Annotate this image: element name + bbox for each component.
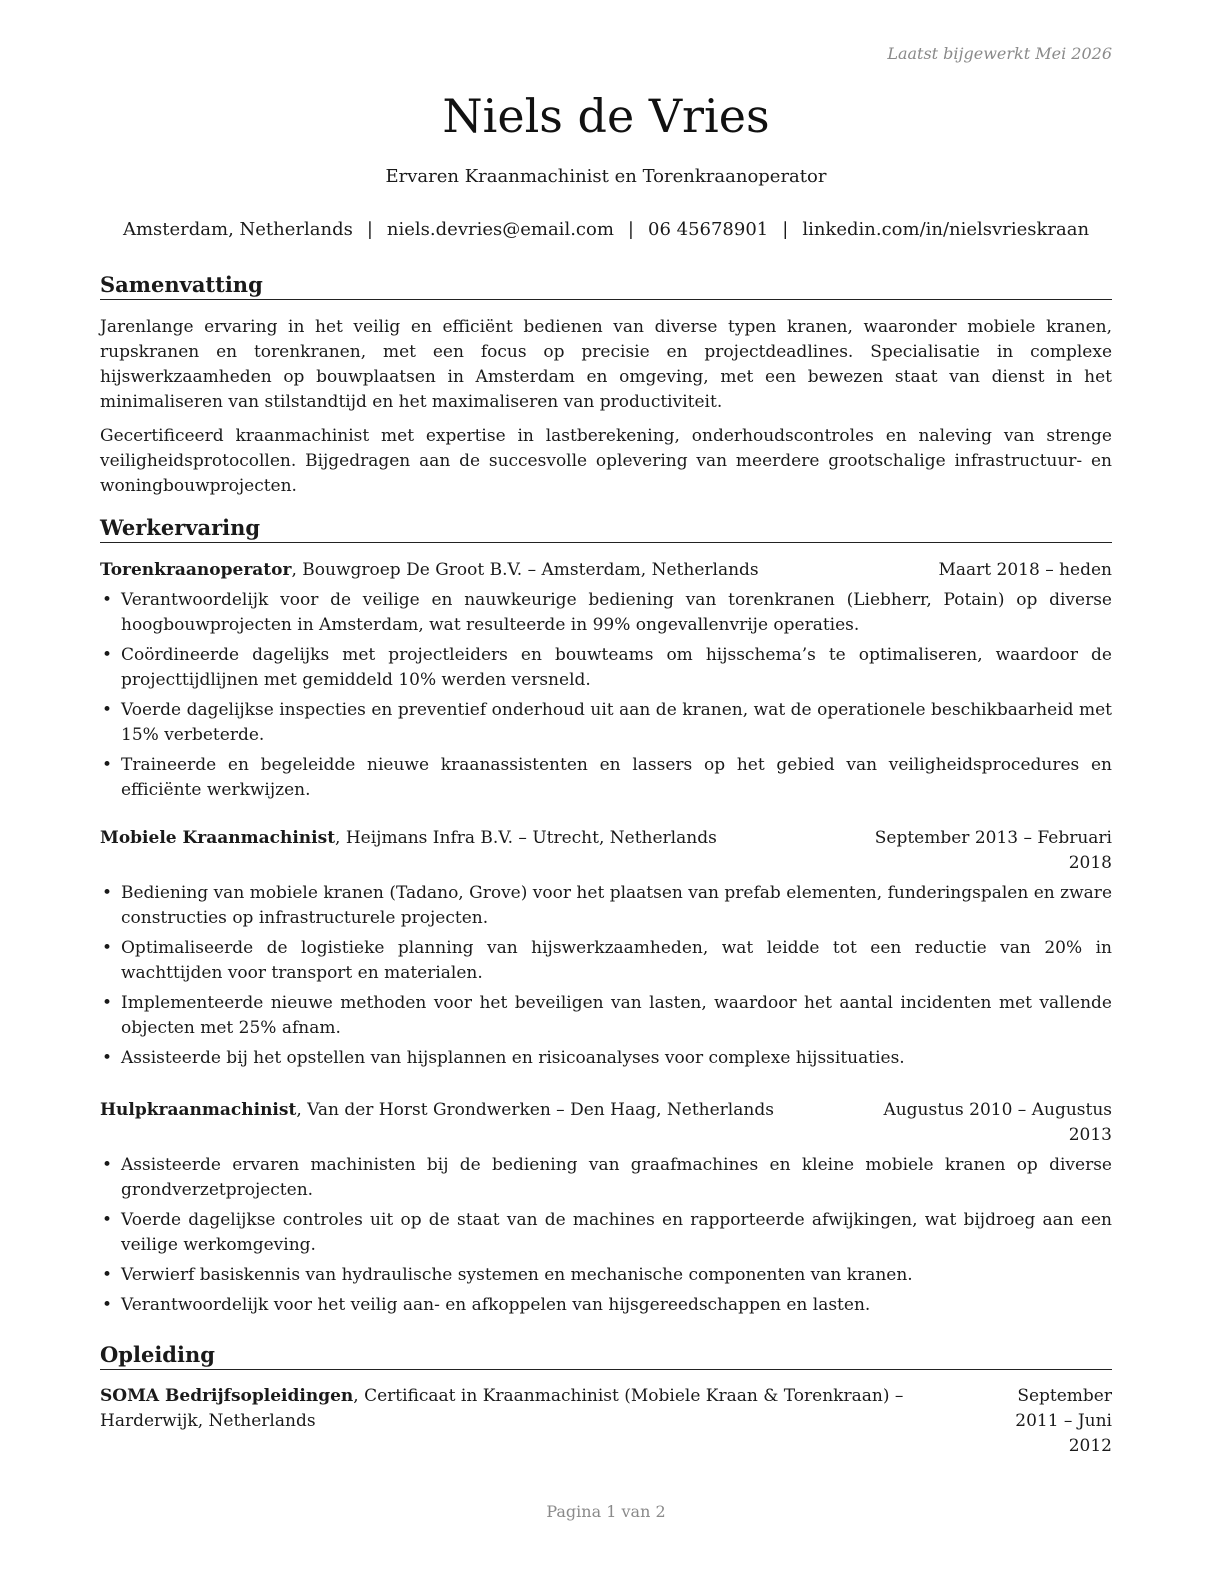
job-bullets	[100, 881, 1112, 1076]
last-updated: Laatst bijgewerkt Mei 2026	[887, 44, 1112, 63]
bullet-icon: •	[102, 755, 113, 775]
contact-location: Amsterdam, Netherlands	[122, 219, 353, 240]
contact-separator: |	[366, 219, 373, 240]
bullet-icon: •	[102, 645, 113, 665]
education-dates: September 2011 – Juni 2012	[1015, 1386, 1112, 1456]
bullet-text: Verwierf basiskennis van hydraulische systemen en mechanische componenten van kranen.	[121, 1265, 913, 1285]
bullet-icon: •	[102, 1048, 113, 1068]
contact-email[interactable]: niels.devries@email.com	[386, 219, 614, 240]
candidate-subtitle: Ervaren Kraanmachinist en Torenkraanoperator	[385, 166, 827, 187]
education-detail: , Certificaat in Kraanmachinist (Mobiele Kraan & Torenkraan) – Harderwijk, Netherlands	[100, 1386, 904, 1431]
list-item	[100, 1153, 1112, 1203]
bullet-icon: •	[102, 993, 113, 1013]
list-item	[100, 881, 1112, 931]
job-dates: Augustus 2010 – Augustus 2013	[883, 1100, 1112, 1145]
bullet-text: Implementeerde nieuwe methoden voor het beveiligen van lasten, waardoor het aantal incidenten met vallende objecten met 25% afnam.	[121, 993, 1112, 1038]
job-role: Torenkraanoperator	[100, 560, 292, 580]
list-item	[100, 1046, 1112, 1071]
list-item	[100, 588, 1112, 638]
bullet-text: Voerde dagelijkse inspecties en preventief onderhoud uit aan de kranen, wat de operationele beschikbaarheid met 15% verbeterde.	[121, 700, 1112, 745]
bullet-text: Verantwoordelijk voor het veilig aan- en afkoppelen van hijsgereedschappen en lasten.	[121, 1295, 871, 1315]
bullet-icon: •	[102, 1210, 113, 1230]
bullet-icon: •	[102, 883, 113, 903]
bullet-text: Optimaliseerde de logistieke planning van hijswerkzaamheden, wat leidde tot een reductie van 20% in wachttijden voor transport en materialen.	[121, 938, 1112, 983]
bullet-text: Assisteerde bij het opstellen van hijsplannen en risicoanalyses voor complexe hijssituaties.	[121, 1048, 905, 1068]
page-number: Pagina 1 van 2	[546, 1502, 666, 1521]
summary-paragraph: Gecertificeerd kraanmachinist met expertise in lastberekening, onderhoudscontroles en naleving van strenge veiligheidsprotocollen. Bijgedragen aan de succesvolle oplevering van meerdere grootschalige infrastructuur- en woningbouwprojecten.	[100, 426, 1112, 496]
bullet-text: Verantwoordelijk voor de veilige en nauwkeurige bediening van torenkranen (Liebherr, Potain) op diverse hoogbouwprojecten in Amsterdam, wat resulteerde in 99% ongevallenvrije operaties.	[121, 590, 1112, 635]
job-role: Hulpkraanmachinist	[100, 1100, 297, 1120]
bullet-icon: •	[102, 1155, 113, 1175]
summary-paragraph: Jarenlange ervaring in het veilig en efficiënt bedienen van diverse typen kranen, waaronder mobiele kranen, rupskranen en torenkranen, met een focus op precisie en projectdeadlines. Specialisatie in complexe hijswerkzaamheden op bouwplaatsen in Amsterdam en omgeving, met een bewezen staat van dienst in het minimaliseren van stilstandtijd en het maximaliseren van productiviteit.	[100, 317, 1112, 412]
contact-separator: |	[627, 219, 634, 240]
job-title-line	[100, 558, 860, 583]
bullet-text: Coördineerde dagelijks met projectleiders en bouwteams om hijsschema’s te optimaliseren, waardoor de projecttijdlijnen met gemiddeld 10% werden versneld.	[121, 645, 1112, 690]
bullet-icon: •	[102, 700, 113, 720]
education-text	[100, 1384, 980, 1434]
contact-phone: 06 45678901	[648, 219, 769, 240]
education-institution: SOMA Bedrijfsopleidingen	[100, 1386, 354, 1406]
job-title-line	[100, 826, 860, 851]
job-dates: Maart 2018 – heden	[938, 560, 1112, 580]
list-item	[100, 698, 1112, 748]
bullet-icon: •	[102, 1295, 113, 1315]
candidate-name: Niels de Vries	[442, 89, 770, 143]
section-title-summary: Samenvatting	[100, 272, 1112, 300]
bullet-text: Assisteerde ervaren machinisten bij de bediening van graafmachines en kleine mobiele kranen op diverse grondverzetprojecten.	[121, 1155, 1112, 1200]
list-item	[100, 753, 1112, 803]
bullet-text: Traineerde en begeleidde nieuwe kraanassistenten en lassers op het gebied van veiligheidsprocedures en efficiënte werkwijzen.	[121, 755, 1112, 800]
section-title-education: Opleiding	[100, 1342, 1112, 1370]
list-item	[100, 936, 1112, 986]
bullet-icon: •	[102, 1265, 113, 1285]
job-company: , Heijmans Infra B.V. – Utrecht, Netherlands	[335, 828, 717, 848]
section-title-experience: Werkervaring	[100, 515, 1112, 543]
job-company: , Van der Horst Grondwerken – Den Haag, Netherlands	[296, 1100, 774, 1120]
bullet-text: Voerde dagelijkse controles uit op de staat van de machines en rapporteerde afwijkingen, wat bijdroeg aan een veilige werkomgeving.	[121, 1210, 1112, 1255]
contact-separator: |	[782, 219, 789, 240]
bullet-text: Bediening van mobiele kranen (Tadano, Grove) voor het plaatsen van prefab elementen, funderingspalen en zware constructies op infrastructurele projecten.	[121, 883, 1112, 928]
contact-linkedin[interactable]: linkedin.com/in/nielsvrieskraan	[802, 219, 1090, 240]
contact-line	[100, 219, 1112, 240]
job-dates: September 2013 – Februari 2018	[874, 828, 1112, 873]
list-item	[100, 1208, 1112, 1258]
bullet-icon: •	[102, 938, 113, 958]
bullet-icon: •	[102, 590, 113, 610]
job-company: , Bouwgroep De Groot B.V. – Amsterdam, Netherlands	[291, 560, 759, 580]
job-bullets	[100, 1153, 1112, 1323]
job-bullets	[100, 588, 1112, 808]
list-item	[100, 643, 1112, 693]
list-item	[100, 1263, 1112, 1288]
job-role: Mobiele Kraanmachinist	[100, 828, 336, 848]
list-item	[100, 1293, 1112, 1318]
list-item	[100, 991, 1112, 1041]
job-title-line	[100, 1098, 860, 1123]
